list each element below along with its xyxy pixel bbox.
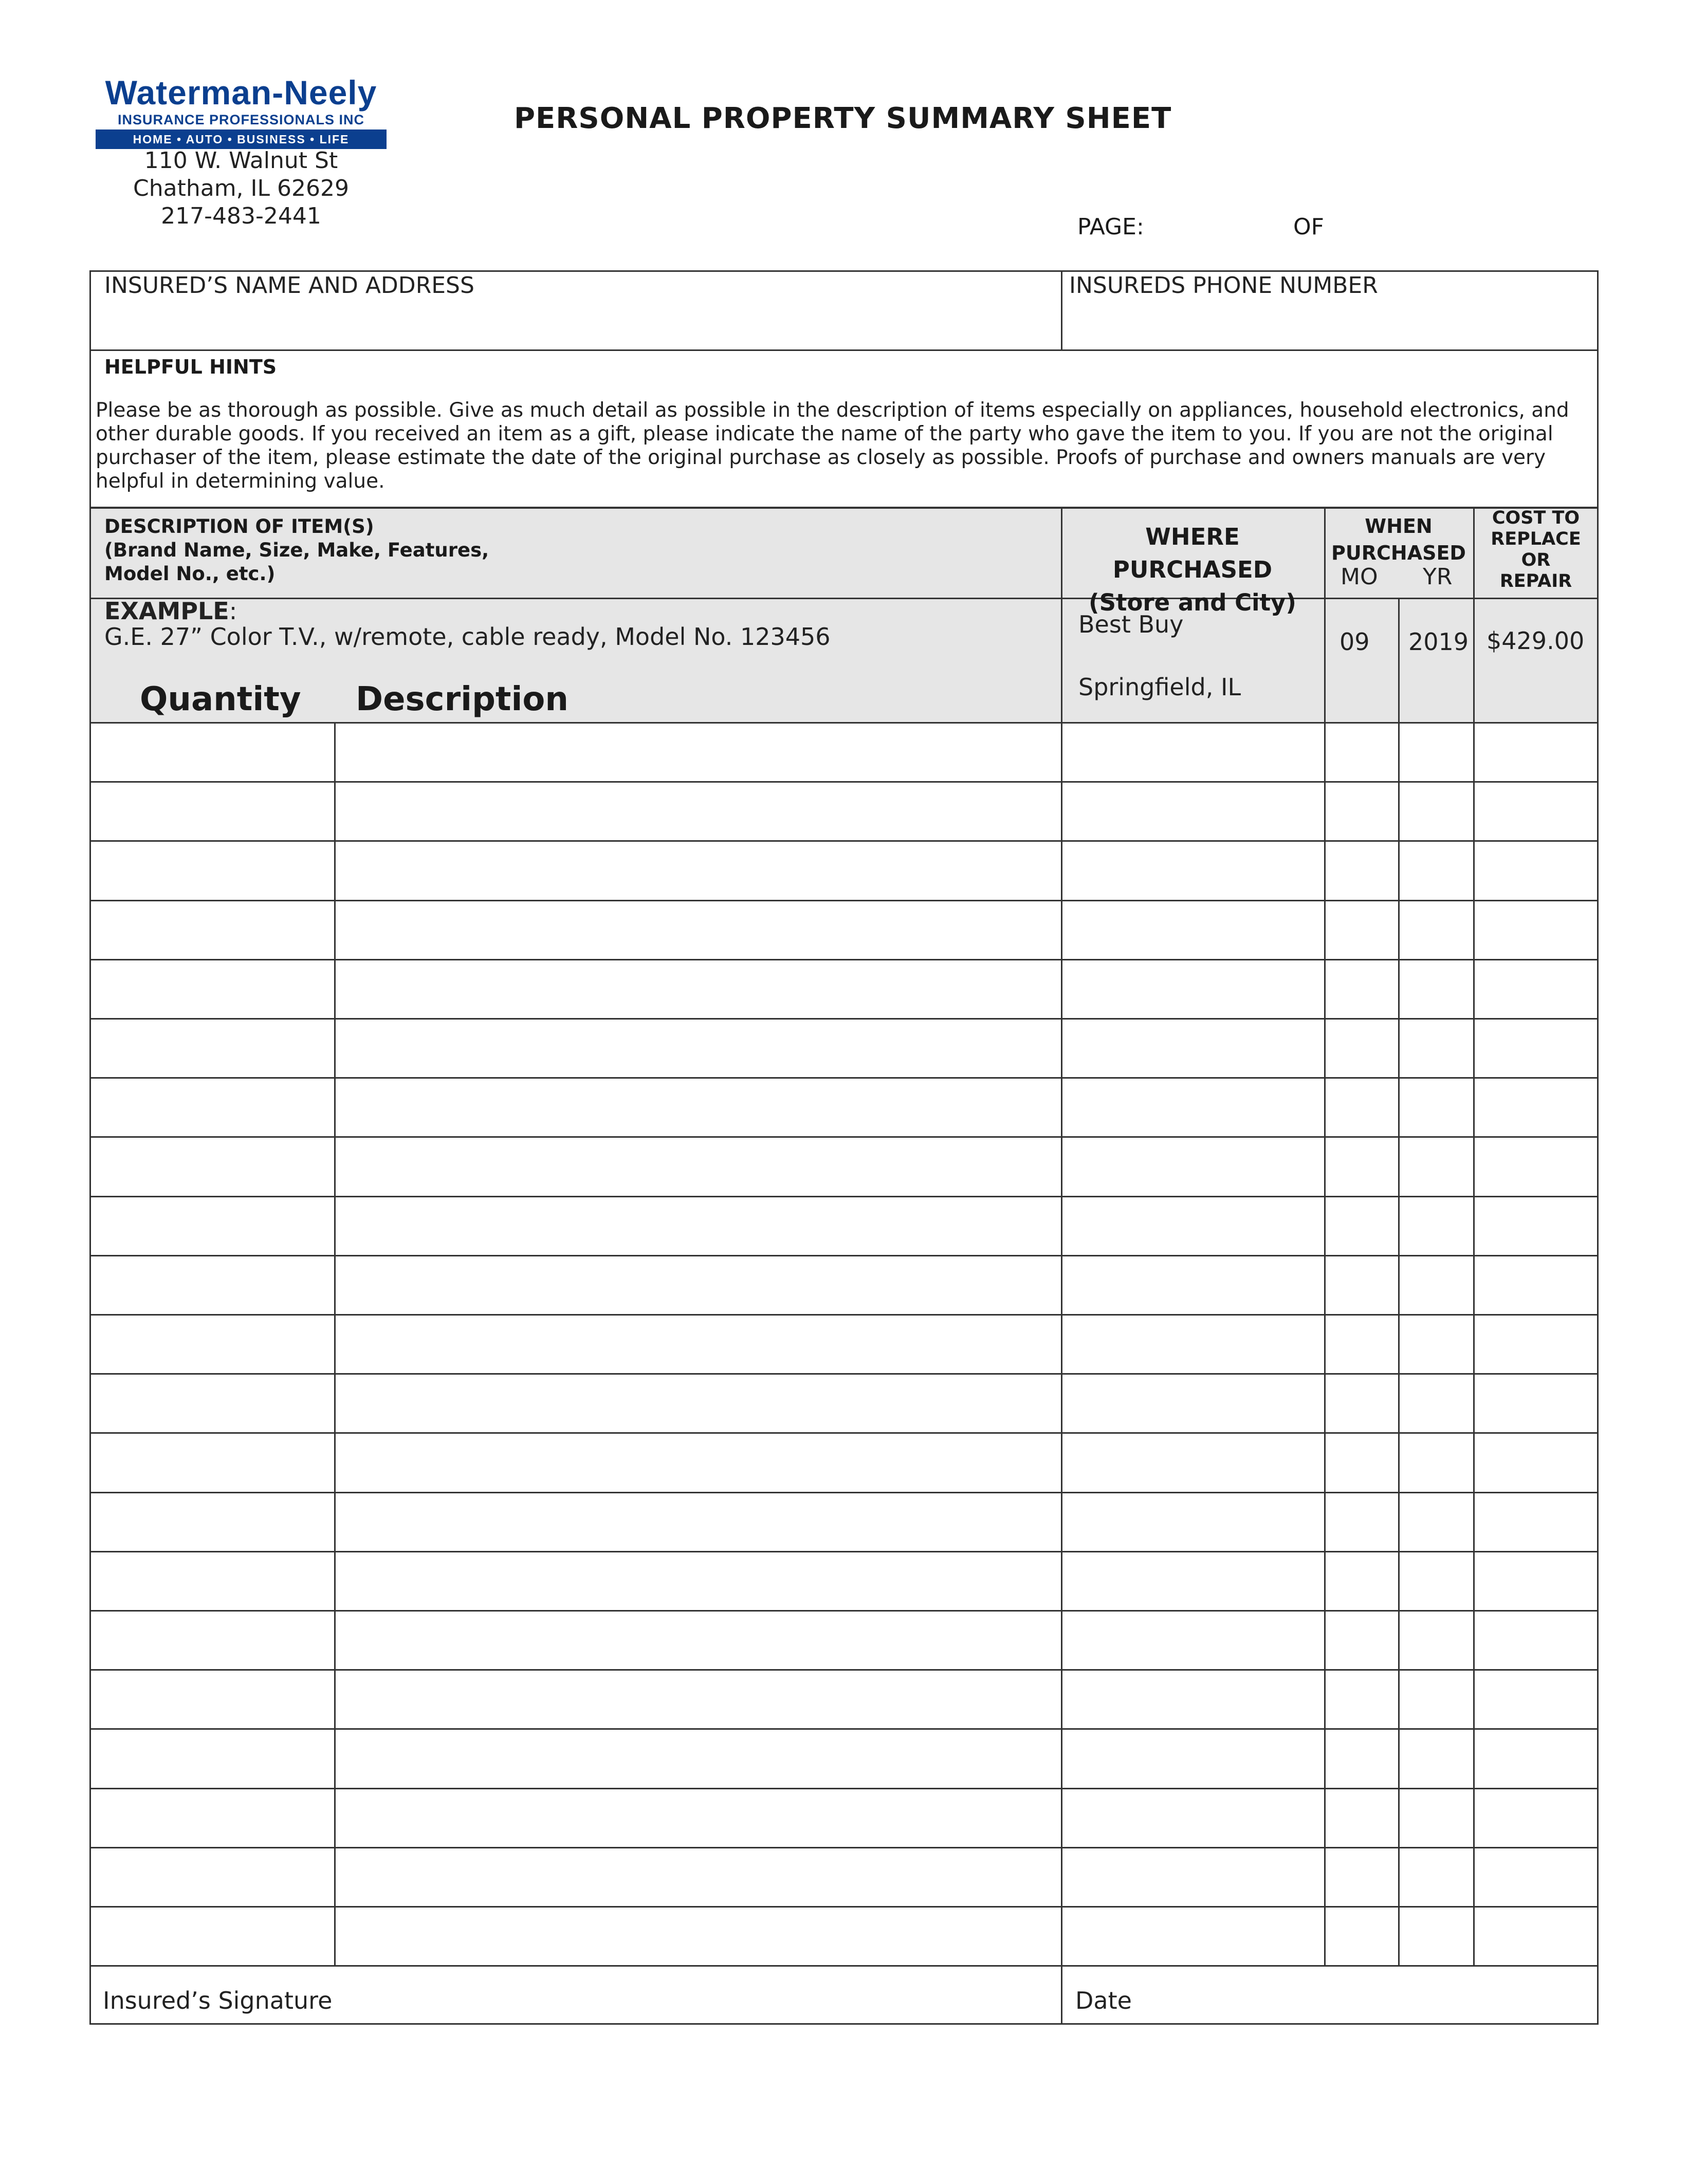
helpful-hints-text: Please be as thorough as possible. Give as much detail as possible in the description of items especially on appliances, household electronics, and other durable goods. If you received an item as a gift, please indicate the name of the party who gave the item to you. If you are not the original purchaser of the item, please estimate the date of the original purchase as closely as possible. Proofs of purchase and owners manuals are very helpful in determining value.	[96, 399, 1569, 493]
year-cell[interactable]	[1400, 1079, 1472, 1135]
where-purchased-cell[interactable]	[1063, 1138, 1323, 1194]
year-cell[interactable]	[1400, 1671, 1472, 1727]
cost-cell[interactable]	[1475, 1612, 1598, 1668]
description-cell[interactable]	[336, 1790, 1060, 1846]
month-cell[interactable]	[1326, 1198, 1397, 1254]
cost-cell[interactable]	[1475, 1138, 1598, 1194]
quantity-cell[interactable]	[91, 1494, 333, 1550]
column-divider-where	[1061, 507, 1062, 2025]
row-divider	[89, 781, 1599, 783]
year-cell[interactable]	[1400, 783, 1472, 839]
example-divider	[89, 722, 1599, 724]
year-cell[interactable]	[1400, 1020, 1472, 1076]
column-divider-quantity	[334, 722, 336, 1965]
description-column-label: Description	[356, 680, 568, 718]
quantity-column-label: Quantity	[140, 680, 301, 718]
year-cell[interactable]	[1400, 1257, 1472, 1313]
year-cell[interactable]	[1400, 724, 1472, 780]
year-cell[interactable]	[1400, 1375, 1472, 1431]
example-label-colon: :	[229, 597, 237, 625]
quantity-cell[interactable]	[91, 1671, 333, 1727]
description-cell[interactable]	[336, 1375, 1060, 1431]
quantity-cell[interactable]	[91, 961, 333, 1017]
date-label: Date	[1075, 1987, 1132, 2014]
header-year: YR	[1423, 564, 1453, 590]
row-divider	[89, 1314, 1599, 1316]
header-where-purchased	[1062, 521, 1323, 619]
cost-cell[interactable]	[1475, 961, 1598, 1017]
quantity-cell[interactable]	[91, 1257, 333, 1313]
description-cell[interactable]	[336, 1257, 1060, 1313]
example-city: Springfield, IL	[1078, 673, 1241, 701]
cost-cell[interactable]	[1475, 1079, 1598, 1135]
example-store: Best Buy	[1078, 610, 1184, 638]
month-cell[interactable]	[1326, 1079, 1397, 1135]
quantity-cell[interactable]	[91, 783, 333, 839]
cost-cell[interactable]	[1475, 1494, 1598, 1550]
cost-cell[interactable]	[1475, 842, 1598, 898]
page-of-label: OF	[1293, 214, 1324, 240]
quantity-cell[interactable]	[91, 1612, 333, 1668]
cost-cell[interactable]	[1475, 1257, 1598, 1313]
description-cell[interactable]	[336, 1553, 1060, 1609]
month-cell[interactable]	[1326, 961, 1397, 1017]
insured-phone-label: INSUREDS PHONE NUMBER	[1069, 272, 1378, 299]
month-cell[interactable]	[1326, 1375, 1397, 1431]
row-divider	[89, 1373, 1599, 1375]
date-field[interactable]	[1075, 1987, 1589, 2014]
year-cell[interactable]	[1400, 1849, 1472, 1905]
quantity-cell[interactable]	[91, 1138, 333, 1194]
month-cell[interactable]	[1326, 724, 1397, 780]
month-cell[interactable]	[1326, 1671, 1397, 1727]
month-cell[interactable]	[1326, 1908, 1397, 1964]
description-cell[interactable]	[336, 1849, 1060, 1905]
header-cost	[1474, 508, 1598, 592]
header-when-purchased	[1324, 513, 1473, 566]
description-cell[interactable]	[336, 961, 1060, 1017]
year-cell[interactable]	[1400, 1316, 1472, 1372]
where-purchased-cell[interactable]	[1063, 783, 1323, 839]
cost-cell[interactable]	[1475, 1730, 1598, 1786]
example-label-text: EXAMPLE	[104, 597, 229, 625]
where-purchased-cell[interactable]	[1063, 1849, 1323, 1905]
description-cell[interactable]	[336, 783, 1060, 839]
year-cell[interactable]	[1400, 1434, 1472, 1490]
row-divider	[89, 1728, 1599, 1730]
description-cell[interactable]	[336, 1079, 1060, 1135]
example-cost: $429.00	[1487, 627, 1585, 655]
signature-label: Insured’s Signature	[103, 1987, 333, 2014]
where-purchased-cell[interactable]	[1063, 1671, 1323, 1727]
row-divider	[89, 1136, 1599, 1138]
month-cell[interactable]	[1326, 1730, 1397, 1786]
year-cell[interactable]	[1400, 1908, 1472, 1964]
quantity-cell[interactable]	[91, 1790, 333, 1846]
where-purchased-cell[interactable]	[1063, 1375, 1323, 1431]
where-purchased-cell[interactable]	[1063, 1553, 1323, 1609]
cost-cell[interactable]	[1475, 1790, 1598, 1846]
cost-cell[interactable]	[1475, 1553, 1598, 1609]
where-purchased-cell[interactable]	[1063, 1612, 1323, 1668]
month-cell[interactable]	[1326, 1020, 1397, 1076]
description-cell[interactable]	[336, 1198, 1060, 1254]
month-cell[interactable]	[1326, 1790, 1397, 1846]
insured-info-separator	[1061, 270, 1062, 350]
quantity-cell[interactable]	[91, 724, 333, 780]
logo-subtitle: INSURANCE PROFESSIONALS INC	[117, 112, 365, 127]
example-description: G.E. 27” Color T.V., w/remote, cable ready, Model No. 123456	[104, 623, 831, 651]
quantity-cell[interactable]	[91, 1198, 333, 1254]
quantity-cell[interactable]	[91, 1434, 333, 1490]
year-cell[interactable]	[1400, 1553, 1472, 1609]
month-cell[interactable]	[1326, 1494, 1397, 1550]
column-divider-when	[1324, 507, 1326, 1965]
year-cell[interactable]	[1400, 1198, 1472, 1254]
cost-cell[interactable]	[1475, 1375, 1598, 1431]
quantity-cell[interactable]	[91, 1316, 333, 1372]
where-purchased-cell[interactable]	[1063, 1316, 1323, 1372]
description-cell[interactable]	[336, 1494, 1060, 1550]
month-cell[interactable]	[1326, 1316, 1397, 1372]
helpful-hints-heading: HELPFUL HINTS	[104, 356, 277, 378]
description-cell[interactable]	[336, 1316, 1060, 1372]
insured-name-label: INSURED’S NAME AND ADDRESS	[104, 272, 474, 299]
description-cell[interactable]	[336, 1908, 1060, 1964]
month-cell[interactable]	[1326, 842, 1397, 898]
cost-cell[interactable]	[1475, 724, 1598, 780]
row-divider	[89, 1906, 1599, 1908]
where-purchased-cell[interactable]	[1063, 1494, 1323, 1550]
cost-cell[interactable]	[1475, 1434, 1598, 1490]
column-divider-year	[1398, 598, 1400, 1965]
quantity-cell[interactable]	[91, 1849, 333, 1905]
company-logo	[96, 74, 387, 149]
where-purchased-cell[interactable]	[1063, 1790, 1323, 1846]
month-cell[interactable]	[1326, 1257, 1397, 1313]
quantity-cell[interactable]	[91, 1375, 333, 1431]
where-purchased-cell[interactable]	[1063, 1730, 1323, 1786]
insured-info-divider	[89, 349, 1599, 351]
where-purchased-cell[interactable]	[1063, 1908, 1323, 1964]
description-cell[interactable]	[336, 1020, 1060, 1076]
where-purchased-cell[interactable]	[1063, 1020, 1323, 1076]
year-cell[interactable]	[1400, 1612, 1472, 1668]
description-cell[interactable]	[336, 1730, 1060, 1786]
description-cell[interactable]	[336, 902, 1060, 958]
quantity-cell[interactable]	[91, 1908, 333, 1964]
quantity-cell[interactable]	[91, 842, 333, 898]
quantity-cell[interactable]	[91, 1730, 333, 1786]
year-cell[interactable]	[1400, 902, 1472, 958]
where-purchased-cell[interactable]	[1063, 1079, 1323, 1135]
cost-cell[interactable]	[1475, 783, 1598, 839]
row-divider	[89, 1788, 1599, 1789]
year-cell[interactable]	[1400, 961, 1472, 1017]
logo-tagline: HOME • AUTO • BUSINESS • LIFE	[96, 129, 387, 149]
address-street: 110 W. Walnut St	[144, 147, 338, 174]
quantity-cell[interactable]	[91, 1020, 333, 1076]
header-cost-text: COST TO REPLACE OR REPAIR	[1491, 508, 1581, 591]
row-divider	[89, 1255, 1599, 1256]
description-cell[interactable]	[336, 1612, 1060, 1668]
where-purchased-cell[interactable]	[1063, 961, 1323, 1017]
cost-cell[interactable]	[1475, 1316, 1598, 1372]
header-when-text: WHEN PURCHASED	[1331, 515, 1466, 564]
header-month: MO	[1341, 564, 1378, 590]
cost-cell[interactable]	[1475, 1020, 1598, 1076]
example-label	[104, 597, 237, 625]
column-divider-cost	[1473, 507, 1475, 1965]
year-cell[interactable]	[1400, 1494, 1472, 1550]
month-cell[interactable]	[1326, 783, 1397, 839]
address-phone: 217-483-2441	[161, 203, 321, 229]
month-cell[interactable]	[1326, 1138, 1397, 1194]
where-purchased-cell[interactable]	[1063, 842, 1323, 898]
row-divider	[89, 1018, 1599, 1020]
logo-name: Waterman-Neely	[105, 73, 377, 112]
row-divider	[89, 1847, 1599, 1848]
row-divider	[89, 959, 1599, 960]
where-purchased-cell[interactable]	[1063, 1198, 1323, 1254]
cost-cell[interactable]	[1475, 1198, 1598, 1254]
description-cell[interactable]	[336, 1138, 1060, 1194]
description-cell[interactable]	[336, 842, 1060, 898]
row-divider	[89, 1492, 1599, 1493]
month-cell[interactable]	[1326, 1434, 1397, 1490]
month-cell[interactable]	[1326, 1612, 1397, 1668]
row-divider	[89, 900, 1599, 901]
insured-phone-field[interactable]	[1069, 272, 1593, 347]
header-description	[104, 515, 1030, 586]
description-cell[interactable]	[336, 724, 1060, 780]
page-number-label: PAGE:	[1077, 214, 1144, 240]
header-description-text: DESCRIPTION OF ITEM(S) (Brand Name, Size, Make, Features, Model No., etc.)	[104, 515, 489, 585]
quantity-cell[interactable]	[91, 1079, 333, 1135]
address-city: Chatham, IL 62629	[133, 175, 349, 201]
month-cell[interactable]	[1326, 1553, 1397, 1609]
year-cell[interactable]	[1400, 1790, 1472, 1846]
example-year: 2019	[1408, 628, 1469, 656]
cost-cell[interactable]	[1475, 1908, 1598, 1964]
year-cell[interactable]	[1400, 1730, 1472, 1786]
where-purchased-cell[interactable]	[1063, 724, 1323, 780]
page-title: PERSONAL PROPERTY SUMMARY SHEET	[514, 102, 1172, 135]
insured-name-field[interactable]	[104, 272, 1055, 347]
year-cell[interactable]	[1400, 1138, 1472, 1194]
quantity-cell[interactable]	[91, 902, 333, 958]
header-divider	[89, 598, 1599, 599]
cost-cell[interactable]	[1475, 1671, 1598, 1727]
row-divider	[89, 1196, 1599, 1197]
row-divider	[89, 1610, 1599, 1612]
row-divider	[89, 1965, 1599, 1967]
where-purchased-cell[interactable]	[1063, 902, 1323, 958]
cost-cell[interactable]	[1475, 902, 1598, 958]
description-cell[interactable]	[336, 1434, 1060, 1490]
row-divider	[89, 1669, 1599, 1671]
row-divider	[89, 1432, 1599, 1434]
signature-field[interactable]	[103, 1987, 1054, 2014]
row-divider	[89, 1077, 1599, 1079]
row-divider	[89, 840, 1599, 842]
cost-cell[interactable]	[1475, 1849, 1598, 1905]
header-where-text: WHERE PURCHASED (Store and City)	[1089, 523, 1296, 616]
month-cell[interactable]	[1326, 902, 1397, 958]
year-cell[interactable]	[1400, 842, 1472, 898]
company-address	[96, 147, 387, 230]
quantity-cell[interactable]	[91, 1553, 333, 1609]
description-cell[interactable]	[336, 1671, 1060, 1727]
row-divider	[89, 1551, 1599, 1552]
month-cell[interactable]	[1326, 1849, 1397, 1905]
where-purchased-cell[interactable]	[1063, 1434, 1323, 1490]
example-month: 09	[1340, 628, 1370, 656]
where-purchased-cell[interactable]	[1063, 1257, 1323, 1313]
